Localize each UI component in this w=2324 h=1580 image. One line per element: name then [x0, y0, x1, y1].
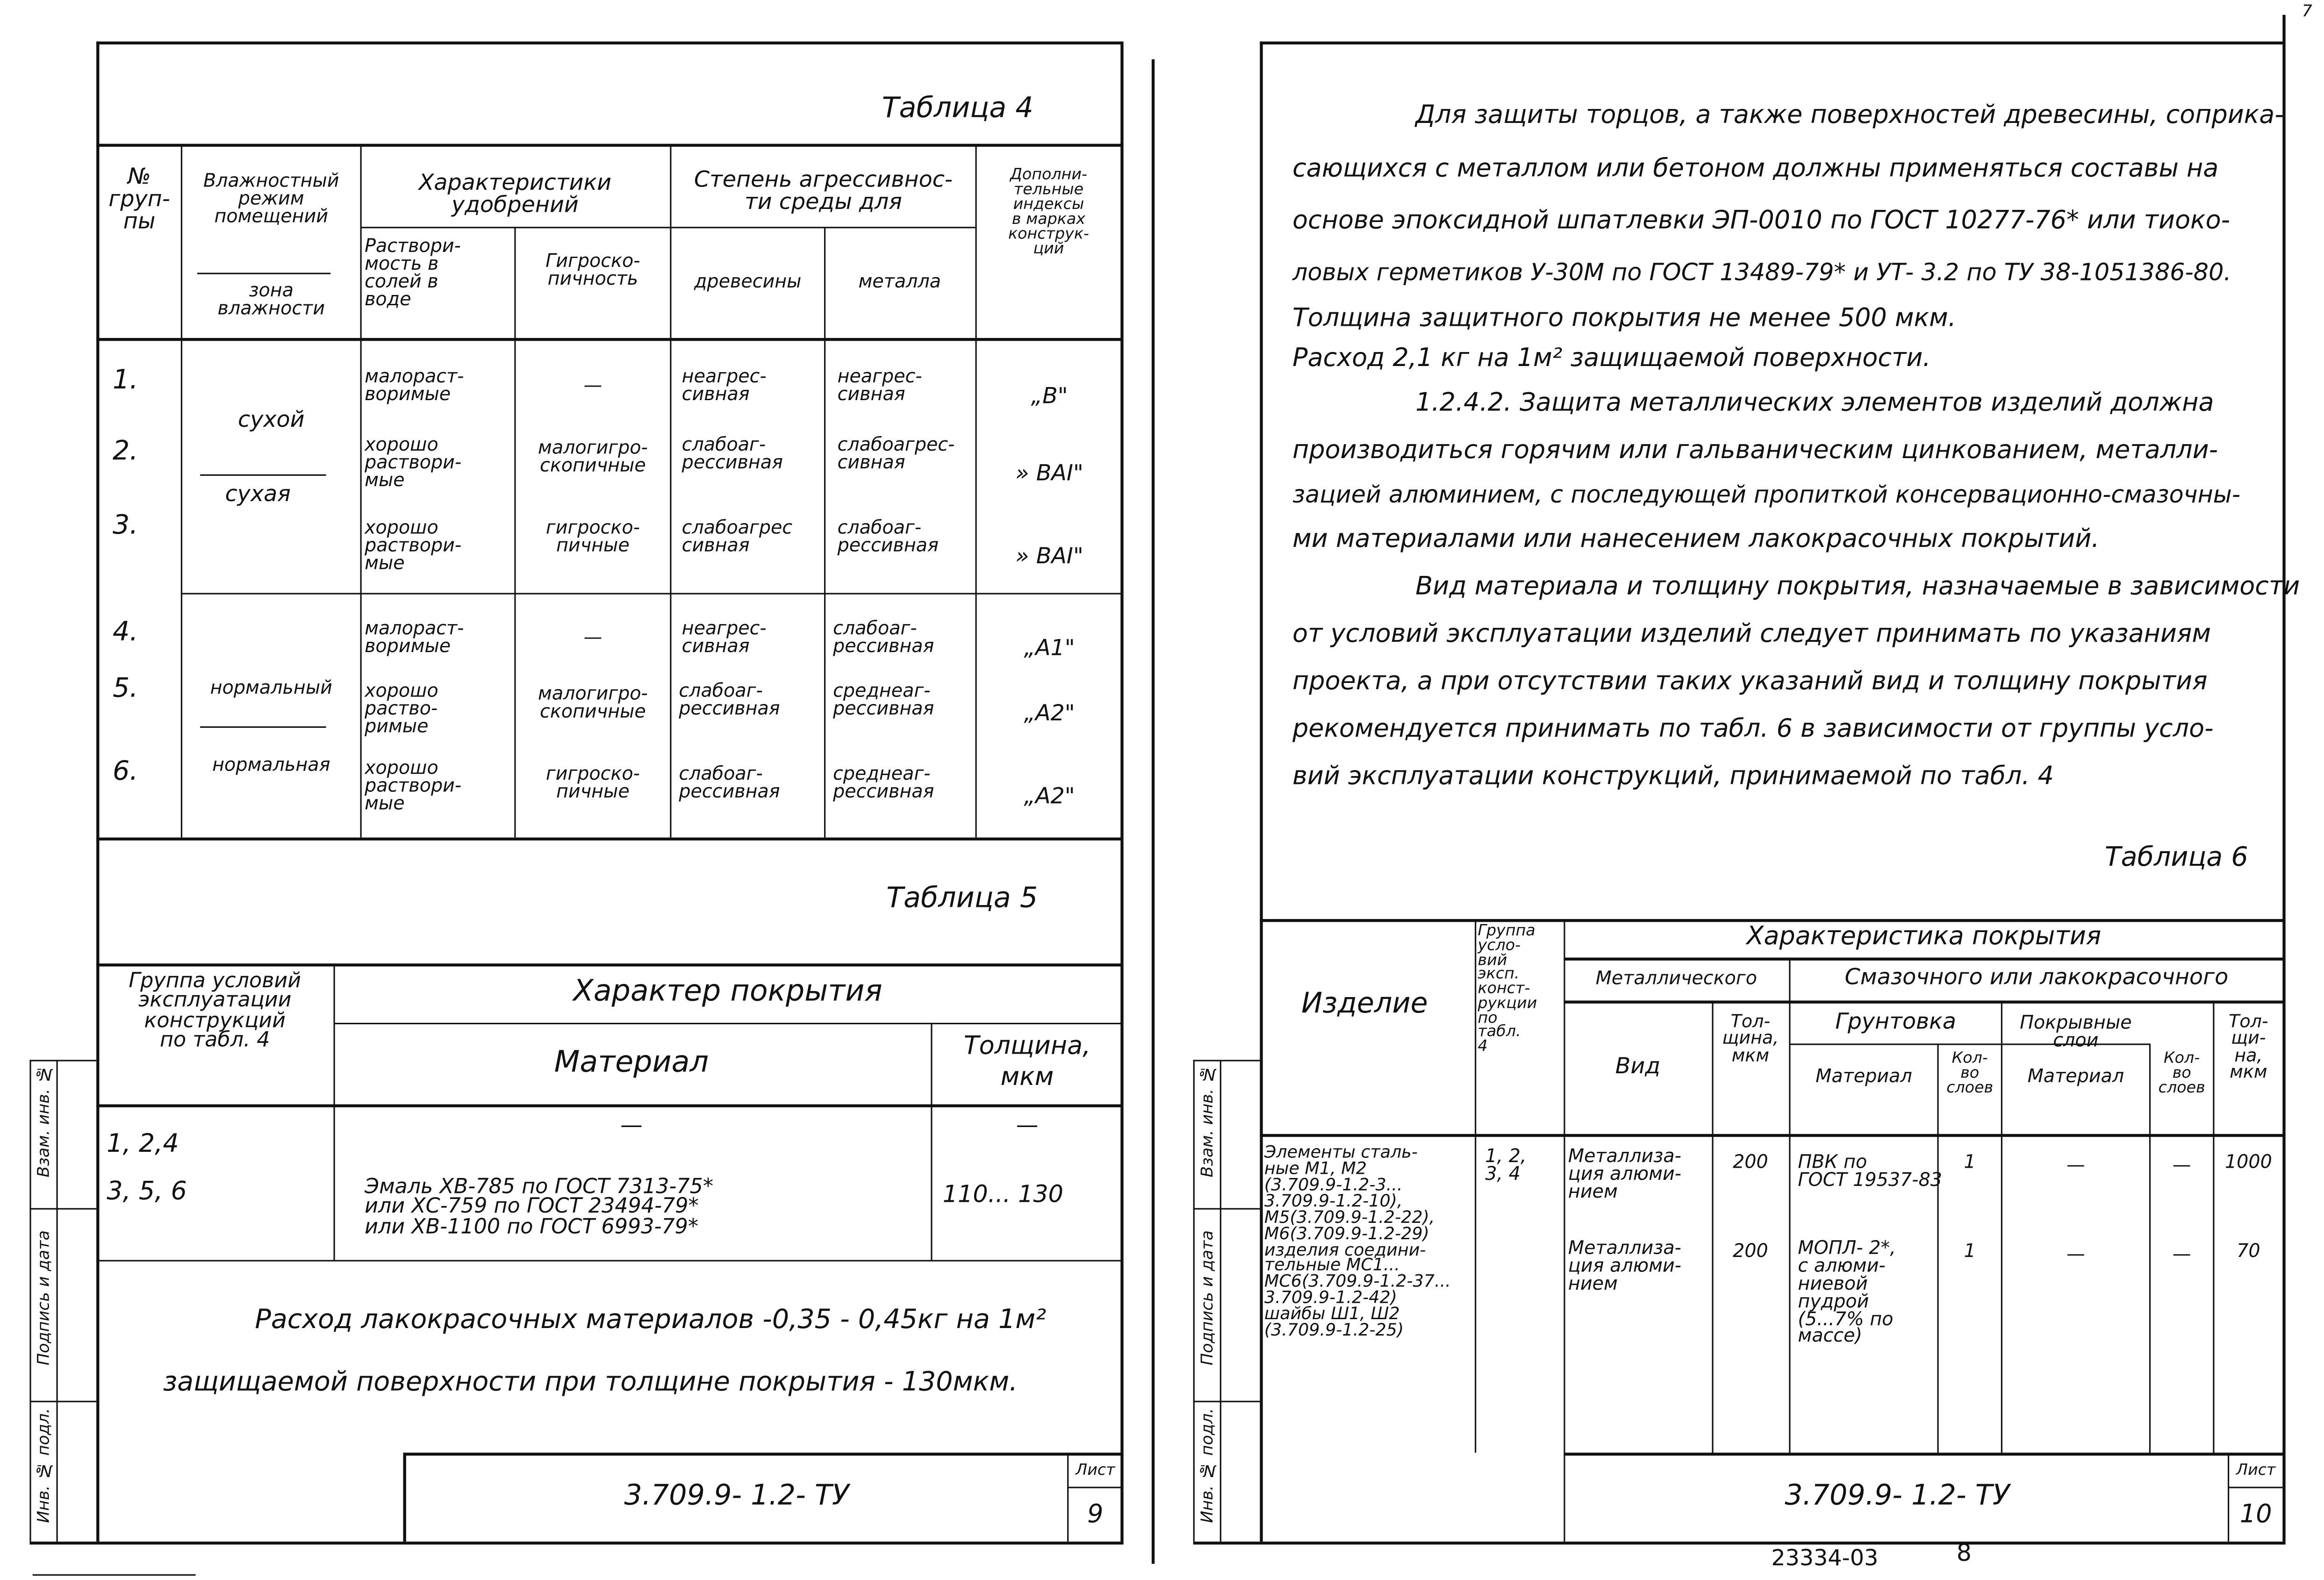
grid-line — [96, 144, 1122, 147]
stamp-line — [29, 1208, 96, 1209]
fraction-line — [200, 474, 326, 476]
humidity-zone: сухая — [225, 480, 291, 507]
text-line: Для защиты торцов, а также поверхностей древесины, соприка- — [1415, 101, 2284, 131]
side-stamp-inv-no: Инв. № подл. — [34, 1408, 54, 1523]
text-line: рекомендуется принимать по табл. 6 в зависимости от группы усло- — [1292, 714, 2214, 744]
wood-cell: слабоагрес сивная — [681, 516, 793, 556]
thickness-cell: — — [1016, 1112, 1039, 1139]
primer-material-cell: ПВК по ГОСТ 19537-83 — [1798, 1150, 1943, 1190]
header-coating: Характер покрытия — [573, 972, 882, 1008]
text-line: Расход 2,1 кг на 1м² защищаемой поверхности. — [1292, 344, 1931, 374]
text-line: 1.2.4.2. Защита металлических элементов изделий должна — [1415, 388, 2214, 418]
frame-line — [1193, 1542, 2286, 1544]
grid-line — [181, 144, 182, 838]
solubility-cell: хорошо раствори- мые — [365, 756, 462, 814]
header-fertilizer: Характеристики удобрений — [418, 169, 612, 218]
header-top-count: Кол- во слоев — [2158, 1049, 2205, 1097]
text-line: зацией алюминием, с последующей пропиткой консервационно-смазочны- — [1292, 480, 2241, 509]
stamp-line — [29, 1401, 96, 1402]
table5-title: Таблица 5 — [886, 882, 1038, 915]
header-metal: металла — [858, 270, 941, 292]
stamp-line — [56, 1060, 57, 1542]
thickness-cell: 70 — [2237, 1239, 2260, 1262]
thickness-cell: 1000 — [2224, 1150, 2272, 1173]
header-thickness: Тол- щи- на, мкм — [2229, 1011, 2268, 1083]
header-item: Изделие — [1301, 987, 1428, 1020]
grid-line — [931, 1023, 932, 1260]
grid-line — [824, 227, 825, 837]
stamp-line — [1220, 1060, 1221, 1542]
header-characteristic: Характеристика покрытия — [1746, 922, 2102, 952]
solubility-cell: малораст- воримые — [365, 365, 464, 405]
kind-cell: Металлиза- ция алюми- нием — [1568, 1236, 1682, 1294]
stamp-line — [29, 1060, 31, 1542]
wood-cell: неагрес- сивная — [681, 365, 767, 405]
group-number: 2. — [112, 436, 138, 467]
side-stamp-sign-date: Подпись и дата — [34, 1230, 54, 1365]
metal-cell: среднеаг- рессивная — [833, 761, 934, 802]
grid-line — [360, 144, 362, 838]
header-top-material: Материал — [2027, 1064, 2124, 1087]
sheet-number: 9 — [1087, 1500, 1104, 1530]
frame-line — [96, 42, 1122, 44]
hygroscopicity-cell: малогигро- скопичные — [538, 436, 648, 476]
hygroscopicity-cell: гигроско- пичные — [545, 516, 640, 556]
thickness-cell: 110... 130 — [942, 1180, 1063, 1208]
primer-material-cell: МОПЛ- 2*, с алюми- ниевой пудрой (5...7% по массе) — [1798, 1236, 1896, 1347]
header-humidity: Влажностный режим помещений — [203, 169, 339, 227]
top-count-cell: — — [2172, 1242, 2191, 1264]
header-lube: Смазочного или лакокрасочного — [1844, 963, 2229, 991]
sheet-number: 10 — [2239, 1500, 2272, 1530]
humidity-mode: сухой — [238, 406, 305, 433]
header-thickness: Толщина, мкм — [963, 1032, 1091, 1093]
table6-title: Таблица 6 — [2104, 842, 2248, 873]
index-cell: „А1" — [1024, 634, 1075, 661]
grid-line — [1564, 919, 1565, 1542]
group-number: 6. — [112, 756, 138, 787]
solubility-cell: малораст- воримые — [365, 617, 464, 657]
grid-line — [1260, 1134, 2284, 1137]
frame-line — [2282, 15, 2285, 1542]
frame-line — [1120, 42, 1123, 1542]
grid-line — [1564, 1000, 2284, 1003]
header-group: Группа условий эксплуатации конструкций по табл. 4 — [129, 969, 301, 1053]
hygroscopicity-cell: гигроско- пичные — [545, 761, 640, 802]
index-cell: „А2" — [1024, 699, 1075, 726]
wood-cell: слабоаг- рессивная — [679, 679, 780, 719]
table5-note: Расход лакокрасочных материалов -0,35 - 0,45кг на 1м² — [255, 1304, 1047, 1336]
hygroscopicity-cell: малогигро- скопичные — [538, 682, 648, 722]
text-line: вий эксплуатации конструкций, принимаемой по табл. 4 — [1292, 761, 2054, 792]
frame-line — [96, 42, 99, 1542]
stamp-line — [1193, 1060, 1195, 1542]
text-line: проекта, а при отсутствии таких указаний вид и толщину покрытия — [1292, 667, 2208, 697]
groups-cell: 3, 5, 6 — [107, 1177, 187, 1207]
top-material-cell: — — [2066, 1242, 2085, 1264]
item-cell: Элементы сталь- ные М1, М2 (3.709.9-1.2-3... 3.709.9-1.2-10), М5(3.709.9-1.2-22), М6(3.709.9-1.2-29) изделия соедини- тельные МС1... МС6(3.709.9-1.2-37... 3.709.9-1.2-42) шайбы Ш1, Ш2 (3.709.9-1.2-25) — [1264, 1141, 1451, 1341]
table4-title: Таблица 4 — [882, 92, 1033, 125]
stamp-line — [1193, 1401, 1260, 1402]
fraction-line — [197, 273, 330, 274]
metal-cell: слабоаг- рессивная — [833, 617, 934, 657]
text-line: Вид материала и толщину покрытия, назначаемые в зависимости — [1415, 572, 2300, 602]
side-stamp-inv-no: Инв. № подл. — [1198, 1408, 1217, 1523]
archive-number: 23334-03 — [1771, 1544, 1879, 1572]
grid-line — [96, 338, 1122, 341]
kind-cell: Металлиза- ция алюми- нием — [1568, 1144, 1682, 1202]
side-stamp-vzam: Взам. инв. № — [34, 1064, 54, 1178]
group-number: 5. — [112, 673, 138, 704]
sheet-label: Лист — [2236, 1461, 2276, 1479]
hygroscopicity-cell: — — [583, 373, 603, 396]
page-corner-number: 7 — [2302, 1, 2312, 21]
index-cell: „А2" — [1024, 783, 1075, 810]
header-top-coat: Покрывные слои — [2020, 1011, 2132, 1051]
groups-cell: 1, 2,4 — [107, 1129, 179, 1159]
stamp-line — [1193, 1208, 1260, 1209]
page-number: 8 — [1956, 1538, 1972, 1567]
primer-count-cell: 1 — [1964, 1239, 1976, 1262]
solubility-cell: хорошо раствори- мые — [365, 432, 462, 490]
frame-line — [1260, 42, 2284, 44]
document-code: 3.709.9- 1.2- ТУ — [1785, 1479, 2010, 1512]
index-cell: » ВАI" — [1015, 460, 1083, 487]
frame-line — [33, 1574, 196, 1576]
side-stamp-vzam: Взам. инв. № — [1198, 1064, 1217, 1178]
metal-thickness-cell: 200 — [1733, 1150, 1768, 1173]
text-line: сающихся с металлом или бетоном должны применяться составы на — [1292, 154, 2219, 184]
header-metallic: Металлического — [1595, 966, 1757, 989]
text-line: ми материалами или нанесением лакокрасочных покрытий. — [1292, 524, 2100, 554]
group-number: 1. — [112, 365, 138, 396]
fraction-line — [200, 726, 326, 728]
grid-line — [514, 227, 516, 837]
index-cell: „В" — [1031, 382, 1068, 409]
group-number: 3. — [112, 510, 138, 541]
stamp-line — [2228, 1487, 2282, 1488]
stamp-line — [1193, 1060, 1260, 1061]
grid-line — [96, 838, 1122, 840]
frame-line — [1260, 42, 1262, 1542]
header-material: Материал — [554, 1043, 709, 1079]
top-material-cell: — — [2066, 1153, 2085, 1176]
humidity-zone: нормальная — [212, 753, 330, 776]
wood-cell: слабоаг- рессивная — [679, 761, 780, 802]
material-cell: — — [620, 1112, 643, 1139]
stamp-line — [29, 1060, 96, 1061]
page-divider — [1152, 59, 1155, 1564]
header-kind: Вид — [1615, 1052, 1661, 1079]
grid-line — [670, 144, 671, 838]
metal-cell: слабоагрес- сивная — [837, 432, 955, 473]
metal-thickness-cell: 200 — [1733, 1239, 1768, 1262]
wood-cell: слабоаг- рессивная — [681, 432, 783, 473]
header-primer-count: Кол- во слоев — [1946, 1049, 1994, 1097]
text-line: ловых герметиков У-30М по ГОСТ 13489-79* и УТ- 3.2 по ТУ 38-1051386-80. — [1292, 258, 2231, 287]
header-group: Группа усло- вий эксп. конст- рукции по табл. 4 — [1478, 922, 1537, 1056]
wood-cell: неагрес- сивная — [681, 617, 767, 657]
text-line: Толщина защитного покрытия не менее 500 мкм. — [1292, 304, 1957, 334]
grid-line — [333, 1023, 1122, 1024]
primer-count-cell: 1 — [1964, 1150, 1976, 1173]
hygroscopicity-cell: — — [583, 625, 603, 648]
text-line: производиться горячим или гальваническим цинкованием, металли- — [1292, 436, 2218, 466]
metal-cell: среднеаг- рессивная — [833, 679, 934, 719]
group-number: 4. — [112, 617, 138, 648]
header-zone: зона влажности — [217, 279, 325, 319]
grid-line — [360, 227, 977, 228]
metal-cell: слабоаг- рессивная — [837, 516, 939, 556]
grid-line — [96, 1260, 1122, 1261]
header-group-no: № груп- пы — [108, 163, 170, 235]
sheet-label: Лист — [1076, 1461, 1115, 1479]
header-wood: древесины — [694, 270, 802, 292]
grid-line — [96, 963, 1122, 966]
metal-cell: неагрес- сивная — [837, 365, 922, 405]
grid-line — [1475, 919, 1476, 1453]
side-stamp-sign-date: Подпись и дата — [1198, 1230, 1217, 1365]
material-cell: Эмаль ХВ-785 по ГОСТ 7313-75* или ХС-759 по ГОСТ 23494-79* или ХВ-1100 по ГОСТ 6993-79* — [365, 1175, 714, 1239]
header-metal-thickness: Тол- щина, мкм — [1722, 1011, 1779, 1066]
text-line: от условий эксплуатации изделий следует принимать по указаниям — [1292, 619, 2211, 649]
table5-note: защищаемой поверхности при толщине покрытия - 130мкм. — [163, 1366, 1018, 1398]
group-cell: 1, 2, 3, 4 — [1485, 1144, 1527, 1185]
header-primer: Грунтовка — [1835, 1008, 1957, 1035]
stamp-line — [403, 1453, 1124, 1456]
header-indexes: Дополни- тельные индексы в марках конструк- ций — [1008, 166, 1089, 258]
top-count-cell: — — [2172, 1153, 2191, 1176]
header-aggressiveness: Степень агрессивнос- ти среды для — [694, 166, 953, 215]
text-line: основе эпоксидной шпатлевки ЭП-0010 по ГОСТ 10277-76* или тиоко- — [1292, 206, 2231, 236]
frame-line — [29, 1542, 1123, 1544]
header-hygroscopicity: Гигроско- пичность — [545, 249, 640, 289]
document-code: 3.709.9- 1.2- ТУ — [624, 1479, 849, 1512]
header-primer-material: Материал — [1815, 1064, 1912, 1087]
grid-line — [96, 1104, 1122, 1107]
solubility-cell: хорошо раствори- мые — [365, 516, 462, 574]
stamp-line — [1067, 1487, 1122, 1488]
index-cell: » ВАI" — [1015, 542, 1083, 569]
header-solubility: Раствори- мость в солей в воде — [365, 234, 461, 309]
grid-line — [181, 593, 1122, 594]
humidity-mode: нормальный — [210, 675, 332, 698]
solubility-cell: хорошо раство- римые — [365, 679, 438, 737]
grid-line — [333, 963, 335, 1260]
stamp-line — [1564, 1453, 2284, 1456]
grid-line — [1712, 1000, 1714, 1452]
grid-line — [1564, 957, 2284, 960]
